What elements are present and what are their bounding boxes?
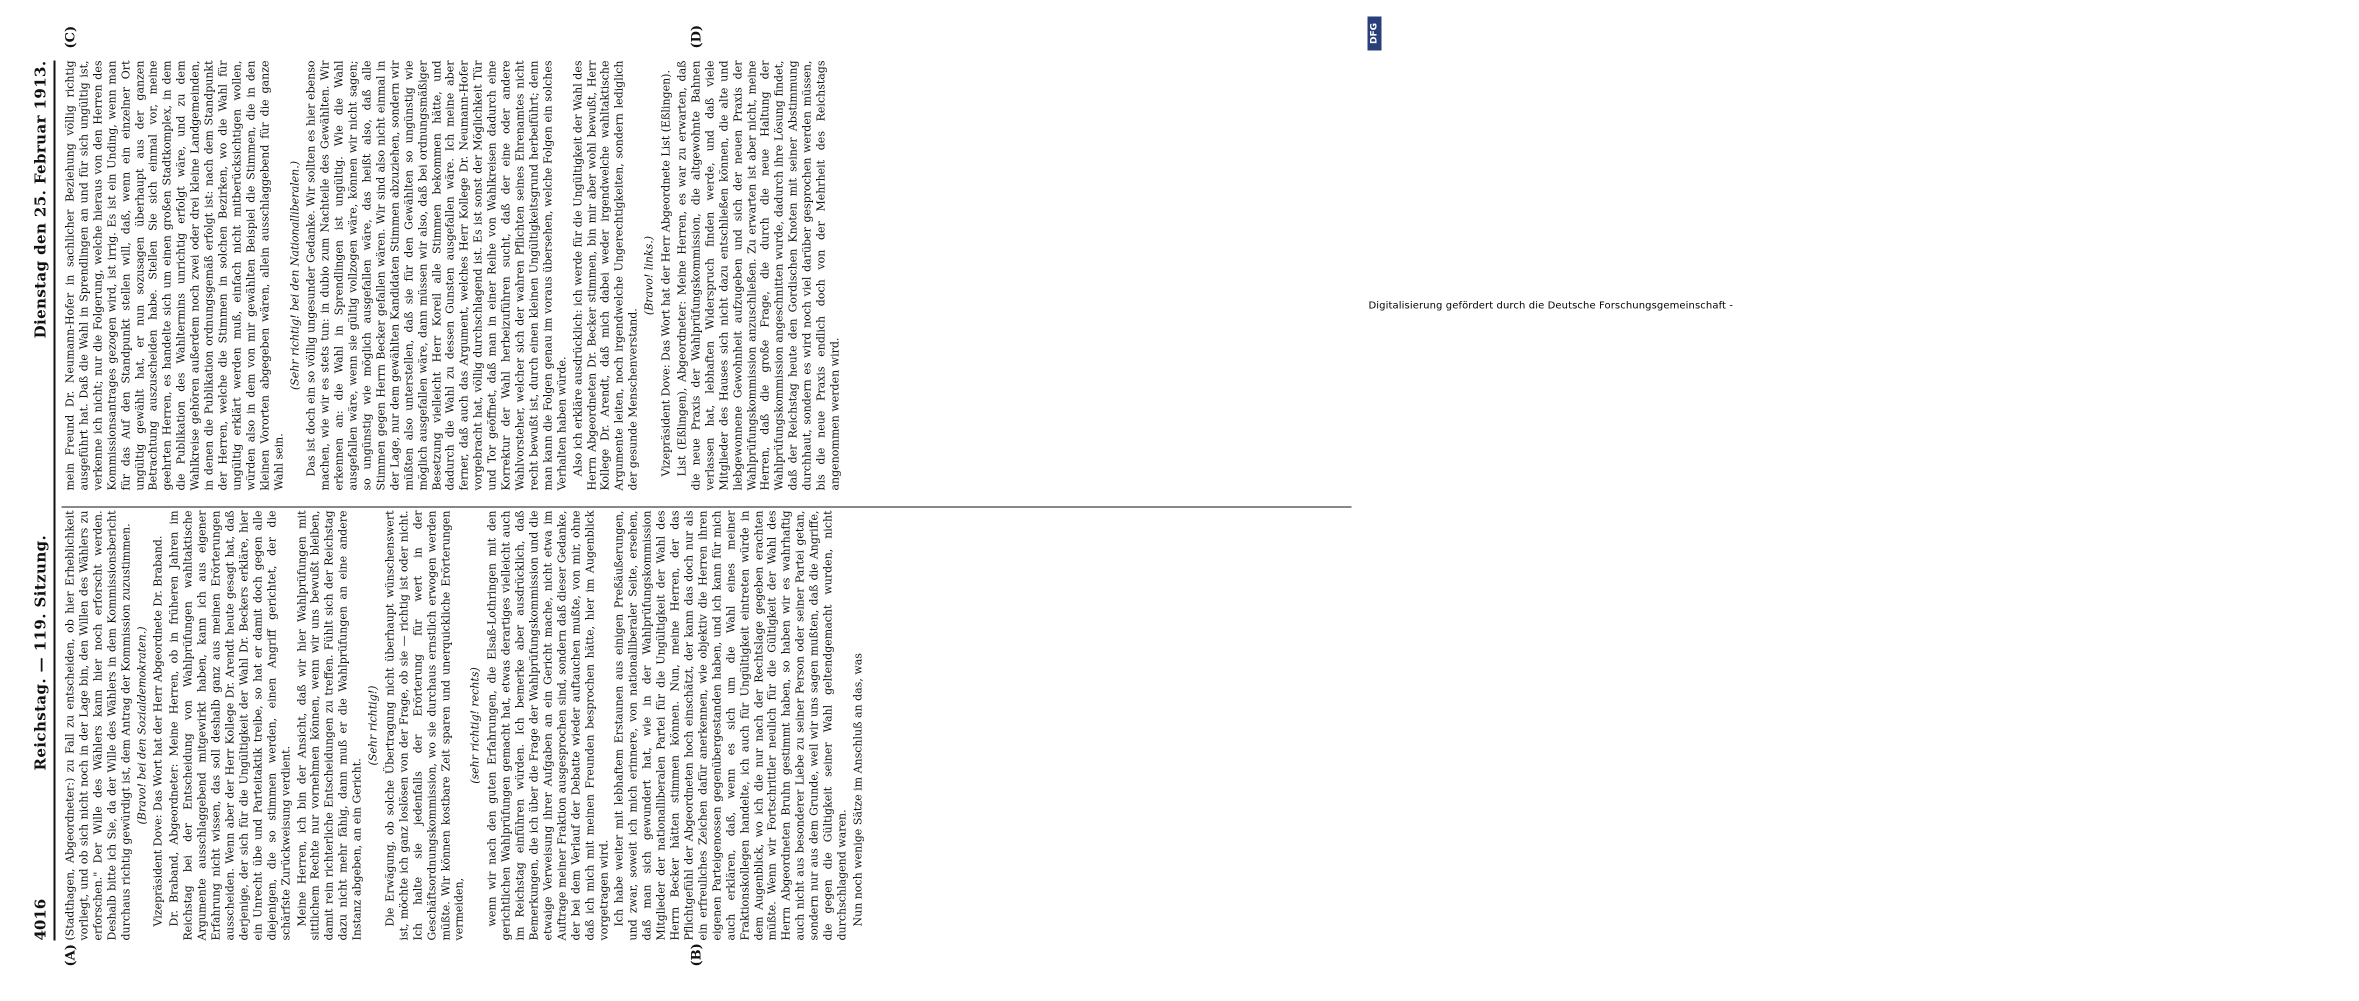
dfg-logo: DFG	[1368, 17, 1382, 51]
paragraph: wenn wir nach den guten Erfahrungen, die Elsaß-Lothringen mit den gerichtlichen Wahlprüfungen gemacht hat, etwas derartiges vielleicht auch im Reichstag einführen würden. Ich bemerke aber ausdrücklich, daß Bemerkungen, die ich über die Frage der Wahlprüfungskommission und die etwaige Verweisung ihrer Aufgaben an ein Gericht mache, nicht etwa im Auftrage meiner Fraktion ausgesprochen sind, sondern daß dieser Gedanke, der bei dem Verlauf der Debatte wieder auftauchen mußte, von mir, ohne daß ich mich mit meinen Freunden besprochen hätte, hier im Augenblick vorgetragen wird.	[485, 510, 611, 941]
page-number: 4016	[31, 898, 50, 941]
session-title: Reichstag. — 119. Sitzung.	[31, 534, 50, 771]
interjection: (Bravo! bei den Sozialdemokraten.)	[135, 626, 149, 825]
paragraph: Vizepräsident Dove: Das Wort hat der Herr Abgeordnete Dr. Braband.	[151, 535, 165, 927]
running-head	[30, 61, 56, 941]
right-column	[64, 61, 1354, 491]
paragraph: Vizepräsident Dove: Das Wort hat der Herr Abgeordnete List (Eßlingen).	[659, 70, 673, 477]
paragraph: Dr. Braband, Abgeordneter: Meine Herren, ob in früheren Jahren im Reichstag bei der Entscheidung von Wahlprüfungen wahltaktische Argumente ausschlaggebend mitgewirkt haben, kann ich aus eigener Erfahrung nicht wissen, das soll deshalb ganz aus meinen Erörterungen ausscheiden. Wenn aber der Herr Kollege Dr. Arendt heute gesagt hat, daß derjenige, der sich für die Ungültigkeit der Wahl Dr. Beckers erkläre, hier ein Unrecht übe und Parteitaktik treibe, so hat er damit doch gegen alle diejenigen, die so stimmen werden, einen Angriff gerichtet, der die schärfste Zurückweisung verdient.	[167, 510, 293, 941]
column-divider	[62, 507, 1352, 508]
interjection: (Sehr richtig! bei den Nationalliberalen.)	[288, 161, 301, 391]
left-column	[64, 511, 1354, 941]
side-mark-a: (A)	[63, 944, 79, 967]
paragraph: mein Freund Dr. Neumann-Hofer in sachlicher Beziehung völlig richtig ausgeführt hat. Daß die Wahl in Sprendlingen an und für sich ungültig ist, verkenne ich nicht; nur die Folgerung, welche hieraus von den Herren des Kommissionsantrages gezogen wird, ist irrig. Es ist ein Unding, wenn man für das Auf den Standpunkt stellen will, daß, wenn ein einzelner Ort ungültig gewählt hat, er nun sozusagen überhaupt aus der ganzen Betrachtung auszuscheiden habe. Stellen Sie sich einmal vor, meine geehrten Herren, es handelte sich um einen großen Stadtkomplex, in dem die Publikation des Wahltermins unrichtig erfolgt wäre, und zu dem Wahlkreise gehören außerdem noch zwei oder drei kleine Landgemeinden, in denen die Publikation ordnungsgemäß erfolgt ist: nach dem Standpunkt der Herren, welche die Stimmen in solchen Bezirken, wo die Wahl für ungültig erklärt werden muß, einfach nicht mitberücksichtigen wollen, würden also in dem von mir gewählten Beispiel die Stimmen, die in den kleinen Vororten abgegeben wären, allein ausschlaggebend für die ganze Wahl sein.	[63, 60, 286, 491]
paragraph: Ich habe weiter mit lebhaftem Erstaunen aus einigen Preßäußerungen, und zwar, soweit ich mich erinnere, von nationalliberaler Seite, ersehen, daß man sich gewundert hat, wie in der Wahlprüfungskommission Mitglieder der nationalliberalen Partei für die Ungültigkeit der Wahl des Herrn Becker hätten stimmen können. Nun, meine Herren, der das Pflichtgefühl der Abgeordneten hoch einschätzt, der kann das doch nur als ein erfreuliches Zeichen dafür anerkennen, wie objektiv die Herren ihren eigenen Parteigenossen gegenübergestanden haben, und ich kann für mich auch erklären, daß, wenn es sich um die Wahl eines meiner Fraktionskollegen handelte, ich auch für Ungültigkeit eintreten würde in dem Augenblick, wo ich die nur nach der Rechtslage gegeben erachten müßte. Wenn wir Fortschrittler neulich für die Gültigkeit der Wahl des Herrn Abgeordneten Bruhn gestimmt haben, so haben wir es wahrhaftig auch nicht aus besonderer Liebe zu seiner Person oder seiner Partei getan, sondern nur aus dem Grunde, weil wir uns sagen mußten, daß die Angriffe, die gegen die Gültigkeit seiner Wahl geltendgemacht wurden, nicht durchschlagend waren.	[612, 510, 849, 941]
paragraph: Die Erwägung, ob solche Übertragung nicht überhaupt wünschenswert ist, möchte ich ganz loslösen von der Frage, ob sie — richtig ist oder nicht. Ich halte sie jedenfalls der Erörterung für wert in der Geschäftsordnungskommission, wo sie durchaus ernstlich erwogen werden müßte. Wir können kostbare Zeit sparen und unerquickliche Erörterungen vermeiden,	[383, 510, 466, 941]
interjection: (Bravo! links.)	[642, 235, 656, 316]
scanned-page	[0, 1, 1734, 1001]
interjection: (Sehr richtig!)	[366, 685, 380, 766]
paragraph: Meine Herren, ich bin der Ansicht, daß wir hier Wahlprüfungen mit sittlichem Rechte nur vornehmen können, wenn wir uns bewußt bleiben, damit rein richterliche Entscheidungen zu treffen. Fühlt sich der Reichstag dazu nicht mehr fähig, dann muß er die Wahlprüfungen an eine andere Instanz abgeben, an ein Gericht.	[295, 510, 364, 941]
paragraph: (Stadthagen, Abgeordneter:) zu Fall zu entscheiden, ob hier Erheblichkeit vorliegt, und ob sich nicht noch in der Lage bin, den Willen des Wählers zu erforschen." Der Wille des Wählers kann hier noch erforscht werden. Deshalb bitte ich Sie, da der Wille des Wählers in dem Kommissionsbericht durchaus richtig gewürdigt ist, dem Antrag der Kommission zuzustimmen.	[63, 510, 133, 941]
side-mark-b: (B)	[689, 943, 705, 967]
digitization-note-text: Digitalisierung gefördert durch die Deutsche Forschungsgemeinschaft -	[1368, 300, 1734, 312]
interjection: (sehr richtig! rechts)	[468, 667, 482, 784]
paragraph: Das ist doch ein so völlig ungesunder Gedanke. Wir sollten es hier ebenso machen, wie wir es stets tun: in dubio zum Nachteile des Gewählten. Wir erkennen an: die Wahl in Sprendlingen ist ungültig. Wie die Wahl ausgefallen wäre, wenn sie gültig vollzogen wäre, können wir nicht sagen; so ungünstig wie möglich ausgefallen wäre, das heißt also, daß alle Stimmen gegen Herrn Becker gefallen wären. Wir sind also nicht einmal in der Lage, nur dem gewählten Kandidaten Stimmen abzuziehen, sondern wir müßten also unterstellen, daß sie für den Gewählten so ungünstig wie möglich ausgefallen wäre, dann müssen wir also, daß bei ordnungsmäßiger Besetzung vielleicht Herr Koreil alle Stimmen bekommen hätte, und dadurch die Wahl zu dessen Gunsten ausgefallen wäre. Ich meine aber ferner, daß auch das Argument, welches Herr Kollege Dr. Neumann-Hofer vorgebracht hat, völlig durchschlagend ist. Es ist sonst der Möglichkeit Tür und Tor geöffnet, daß man in einer Reihe von Wahlkreisen dadurch eine Korrektur der Wahl herbeizuführen sucht, daß der eine oder andere Wahlvorsteher, welcher sich der wahren Pflichten seines Ehrenamtes nicht recht bewußt ist, durch einen kleinen Ungültigkeitsgrund herbeiführt; denn man kann die Folgen genau im voraus übersehen, welche Folgen ein solches Verhalten haben würde.	[304, 60, 569, 491]
side-mark-d: (D)	[689, 24, 705, 49]
paragraph: Also ich erkläre ausdrücklich: ich werde für die Ungültigkeit der Wahl des Herrn Abgeordneten Dr. Becker stimmen, bin mir aber wohl bewußt, Herr Kollege Dr. Arendt, daß mich dabei weder irgendwelche wahltaktische Argumente leiten, noch irgendwelche Ungerechtigkeiten, sondern lediglich der gesunde Menschenverstand.	[571, 60, 640, 491]
paragraph: List (Eßlingen), Abgeordneter: Meine Herren, es war zu erwarten, daß die neue Praxis der Wahlprüfungskommission, die altgewohnte Bahnen verlassen hat, lebhaften Widerspruch finden werde, und daß viele Mitglieder des Hauses sich nicht dazu entschließen können, die alte und liebgewonnene Gewohnheit aufzugeben und sich der neuen Praxis der Wahlprüfungskommission anzuschließen. Zu erwarten ist aber nicht, meine Herren, daß die große Frage, die durch die neue Haltung der Wahlprüfungskommission angeschnitten wurde, dadurch ihre Lösung findet, daß der Reichstag heute den Gordischen Knoten mit seiner Abstimmung durchhaut, sondern es wird noch viel darüber gesprochen werden müssen, bis die neue Praxis endlich doch von der Mehrheit des Reichstags angenommen werden wird.	[675, 60, 842, 491]
paragraph: Nun noch wenige Sätze im Anschluß an das, was	[851, 653, 865, 927]
digitization-note	[1369, 301, 2359, 312]
side-mark-c: (C)	[63, 25, 79, 49]
session-date: Dienstag den 25. Februar 1913.	[31, 60, 50, 339]
